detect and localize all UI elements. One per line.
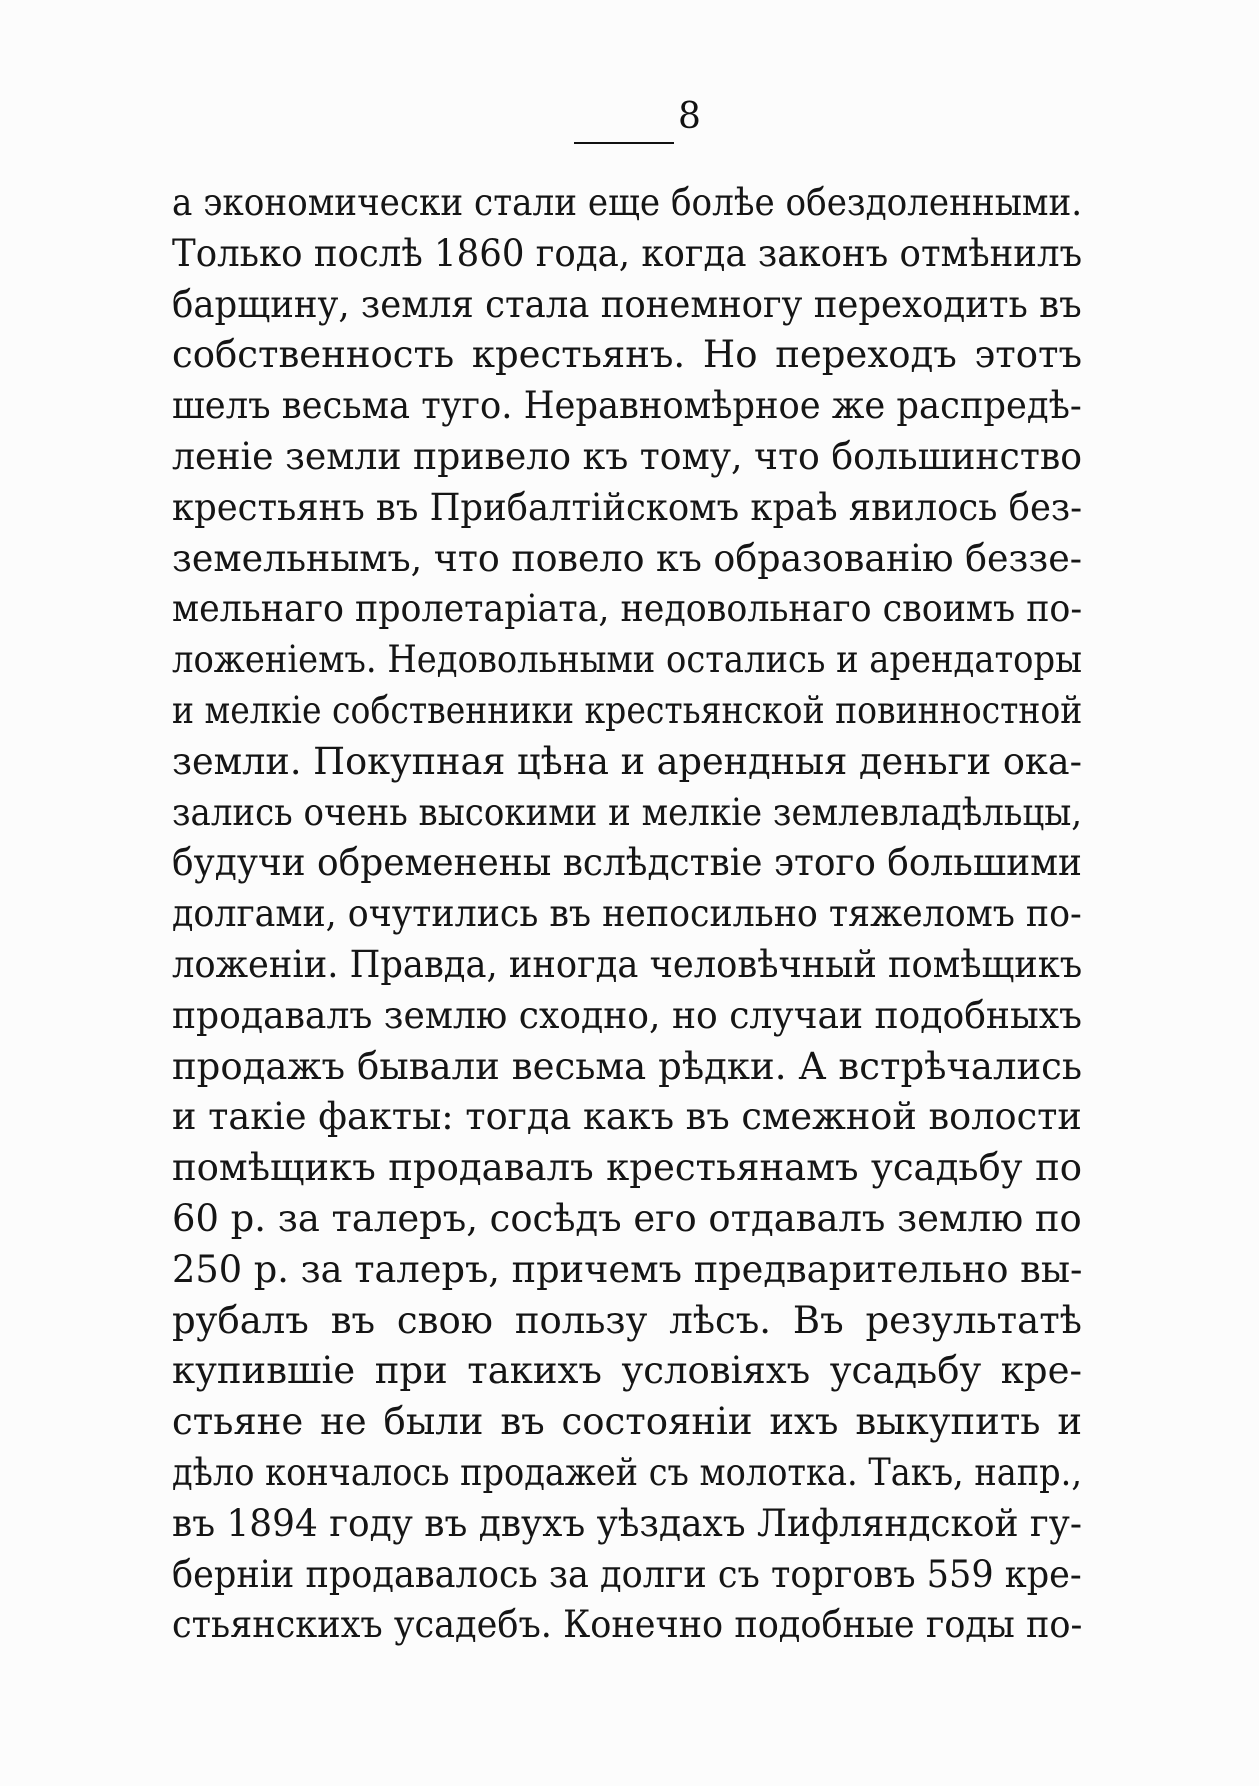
text-line: помѣщикъ продавалъ крестьянамъ усадьбу по: [172, 1146, 1082, 1190]
text-line: продавалъ землю сходно, но случаи подобныхъ: [172, 993, 1083, 1037]
text-line: шелъ весьма туго. Неравномѣрное же распредѣ-: [172, 384, 1082, 428]
text-line: продажъ бывали весьма рѣдки. А встрѣчались: [172, 1044, 1082, 1088]
text-line: 250 р. за талеръ, причемъ предварительно вы-: [172, 1247, 1083, 1291]
text-line: леніе земли привело къ тому, что большинство: [172, 434, 1083, 478]
text-line: рубалъ въ свою пользу лѣсъ. Въ результатѣ: [172, 1298, 1082, 1342]
page-number-rule: [574, 142, 674, 144]
text-line: въ 1894 году въ двухъ уѣздахъ Лифляндской гу-: [172, 1501, 1082, 1545]
text-line: ложеніемъ. Недовольными остались и арендаторы: [172, 638, 1082, 682]
text-line: ложеніи. Правда, иногда человѣчный помѣщикъ: [172, 942, 1083, 986]
text-line: берніи продавалось за долги съ торговъ 559 кре-: [172, 1552, 1082, 1596]
text-line: дѣло кончалось продажей съ молотка. Такъ, напр.,: [172, 1450, 1082, 1494]
text-line: стьяне не были въ состояніи ихъ выкупить и: [172, 1400, 1082, 1444]
text-line: собственность крестьянъ. Но переходъ этотъ: [172, 333, 1082, 377]
text-line: земли. Покупная цѣна и арендныя деньги ока-: [172, 739, 1083, 783]
text-line: купившіе при такихъ условіяхъ усадьбу кре-: [172, 1349, 1082, 1393]
text-line: и мелкіе собственники крестьянской повинностной: [172, 688, 1083, 732]
text-line: крестьянъ въ Прибалтійскомъ краѣ явилось без-: [172, 485, 1083, 529]
text-line: земельнымъ, что повело къ образованію беззе-: [172, 536, 1082, 580]
text-line: будучи обременены вслѣдствіе этого большими: [172, 841, 1082, 885]
text-line: стьянскихъ усадебъ. Конечно подобные годы по-: [172, 1603, 1083, 1647]
text-line: мельнаго пролетаріата, недовольнаго своимъ по-: [172, 587, 1083, 631]
text-line: Только послѣ 1860 года, когда законъ отмѣнилъ: [172, 231, 1083, 275]
page-number: [0, 96, 1259, 137]
text-line: долгами, очутились въ непосильно тяжеломъ по-: [172, 892, 1082, 936]
text-line: барщину, земля стала понемногу переходить въ: [172, 282, 1082, 326]
text-line: зались очень высокими и мелкіе землевладѣльцы,: [172, 790, 1083, 834]
text-line: а экономически стали еще болѣе обездоленными.: [172, 181, 1083, 224]
page-number-text: 8: [678, 96, 701, 137]
body-text: [172, 178, 1082, 1651]
text-line: 60 р. за талеръ, сосѣдъ его отдавалъ землю по: [172, 1196, 1082, 1240]
text-line: и такіе факты: тогда какъ въ смежной волости: [172, 1095, 1082, 1139]
